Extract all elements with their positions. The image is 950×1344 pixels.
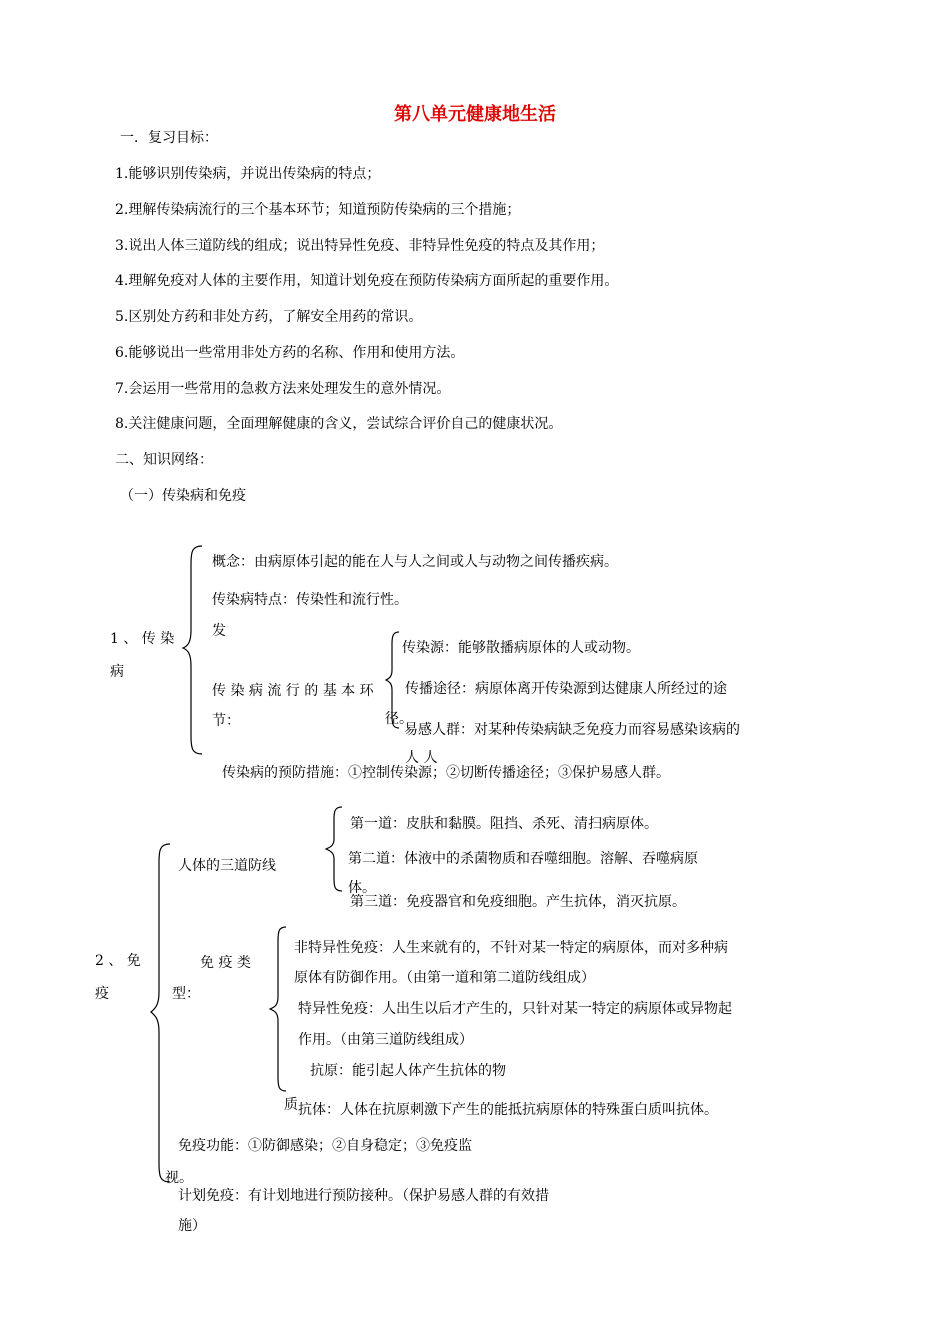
concept-text: 概念：由病原体引起的能在人与人之间或人与动物之间传播疾病。	[212, 554, 618, 570]
subsection-heading: （一）传染病和免疫	[120, 488, 246, 504]
objective-item: 3.说出人体三道防线的组成；说出特异性免疫、非特异性免疫的特点及其作用；	[115, 238, 605, 254]
objective-item: 2.理解传染病流行的三个基本环节；知道预防传染病的三个措施；	[115, 202, 521, 218]
nonspecific-text: 非特异性免疫：人生来就有的，不针对某一特定的病原体，而对多种病	[294, 940, 728, 956]
document-title: 第八单元健康地生活	[394, 104, 556, 125]
nonspecific-text-2: 原体有防御作用。（由第一道和第二道防线组成）	[294, 970, 595, 986]
susceptible-text: 易感人群：对某种传染病缺乏免疫力而容易感染该病的	[404, 722, 740, 738]
ti-text: 体。	[348, 880, 376, 896]
three-lines-label: 人体的三道防线	[178, 858, 276, 874]
fa-text: 发	[212, 623, 226, 639]
basic-links-label: 传 染 病 流 行 的 基 本 环	[212, 683, 374, 699]
objective-item: 5.区别处方药和非处方药，了解安全用药的常识。	[115, 309, 423, 325]
immune-type-label: 免 疫 类	[200, 955, 251, 971]
immune-type-label-2: 型：	[172, 986, 200, 1002]
diagram2-main-brace	[148, 842, 178, 1184]
diagram1-main-brace	[180, 544, 210, 756]
feature-text: 传染病特点：传染性和流行性。	[212, 592, 408, 608]
second-line-text: 第二道：体液中的杀菌物质和吞噬细胞。溶解、吞噬病原	[348, 851, 698, 867]
shi-text: 视。	[165, 1170, 193, 1186]
diagram1-label: 1 、 传 染	[110, 631, 175, 647]
planned-immunization-text-2: 施）	[178, 1218, 206, 1234]
immune-function-text: 免疫功能：①防御感染；②自身稳定；③免疫监	[178, 1138, 472, 1154]
diagram1-label-2: 病	[110, 664, 124, 680]
three-lines-brace	[322, 805, 348, 893]
route-text: 传播途径：病原体离开传染源到达健康人所经过的途	[405, 681, 727, 697]
diagram2-label: 2 、 免	[95, 953, 141, 969]
immune-type-brace	[266, 925, 292, 1093]
objective-item: 1.能够识别传染病，并说出传染病的特点；	[115, 166, 381, 182]
objective-item: 7.会运用一些常用的急救方法来处理发生的意外情况。	[115, 381, 451, 397]
prevention-text: 传染病的预防措施：①控制传染源；②切断传播途径；③保护易感人群。	[222, 765, 670, 781]
antigen-text: 抗原：能引起人体产生抗体的物	[310, 1063, 506, 1079]
section1-heading: 一．复习目标：	[120, 130, 218, 146]
first-line-text: 第一道：皮肤和黏膜。阻挡、杀死、清扫病原体。	[350, 816, 658, 832]
third-line-text: 第三道：免疫器官和免疫细胞。产生抗体，消灭抗原。	[350, 894, 686, 910]
zhi-text: 质	[284, 1097, 298, 1113]
planned-immunization-text: 计划免疫：有计划地进行预防接种。（保护易感人群的有效措	[178, 1188, 549, 1204]
source-text: 传染源：能够散播病原体的人或动物。	[402, 640, 640, 656]
section2-heading: 二、知识网络：	[115, 452, 213, 468]
ren-text: 人 人	[405, 750, 438, 766]
antibody-text: 抗体：人体在抗原刺激下产生的能抵抗病原体的特殊蛋白质叫抗体。	[298, 1102, 718, 1118]
basic-links-label-2: 节：	[212, 713, 240, 729]
specific-text: 特异性免疫：人出生以后才产生的，只针对某一特定的病原体或异物起	[298, 1001, 732, 1017]
jing-text: 径。	[385, 711, 413, 727]
objective-item: 4.理解免疫对人体的主要作用，知道计划免疫在预防传染病方面所起的重要作用。	[115, 273, 619, 289]
specific-text-2: 作用。（由第三道防线组成）	[298, 1032, 473, 1048]
objective-item: 6.能够说出一些常用非处方药的名称、作用和使用方法。	[115, 345, 465, 361]
objective-item: 8.关注健康问题，全面理解健康的含义，尝试综合评价自己的健康状况。	[115, 416, 563, 432]
diagram2-label-2: 疫	[95, 986, 109, 1002]
